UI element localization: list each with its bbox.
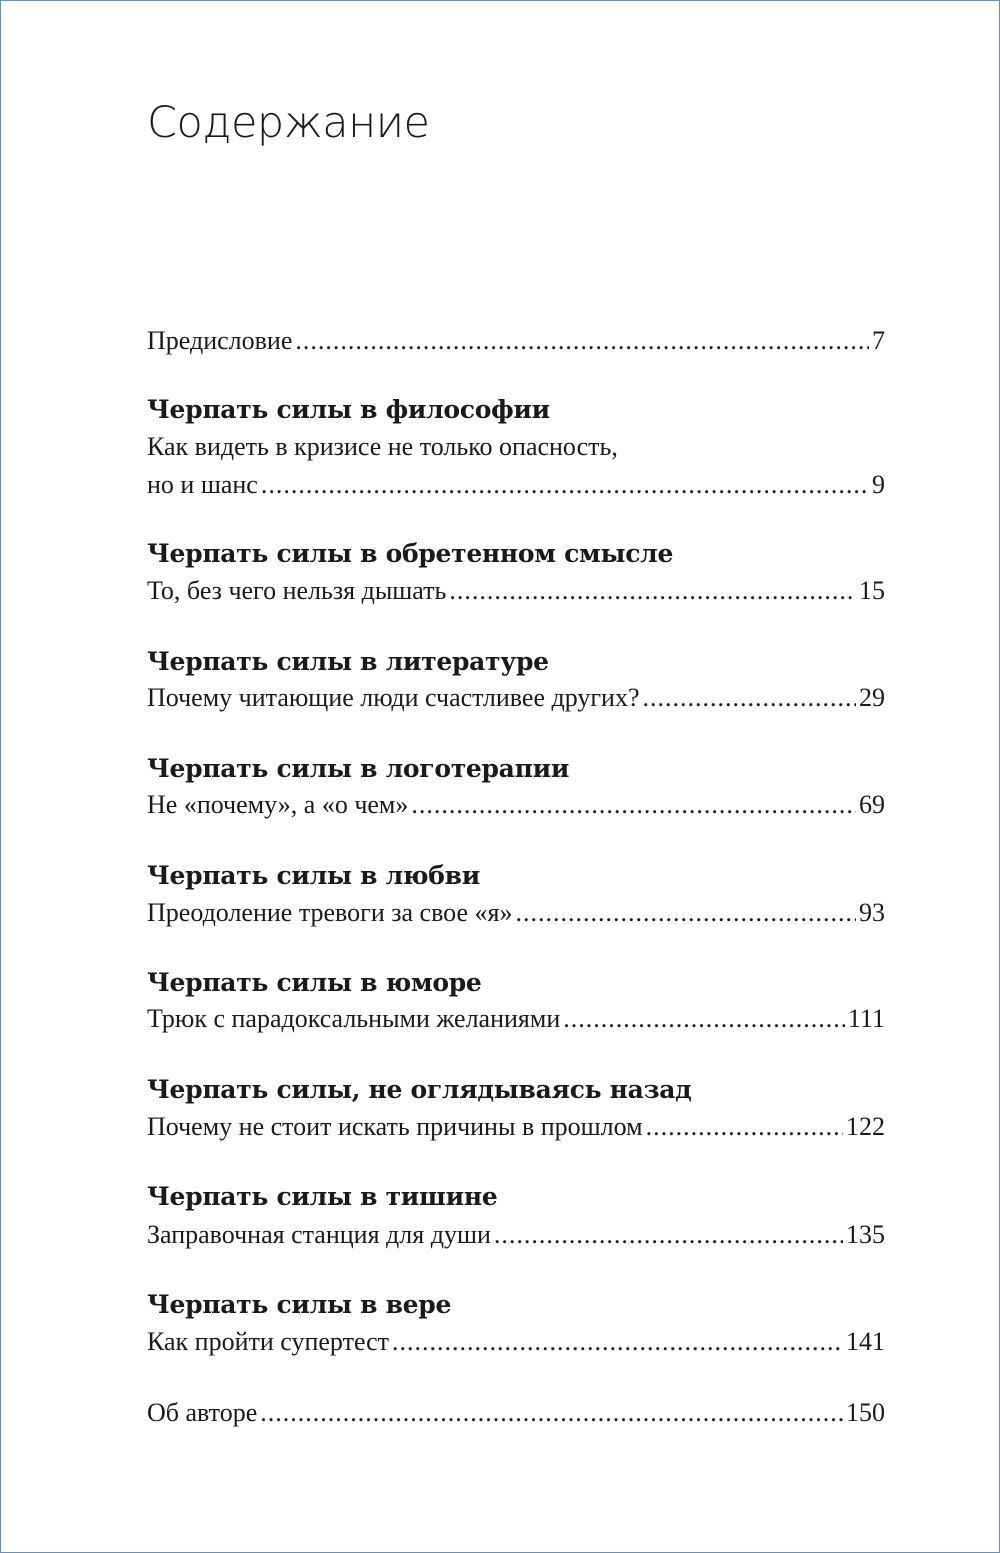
toc-page-number: 9 (872, 470, 885, 499)
toc-page-number: 135 (846, 1220, 885, 1249)
toc-page-number: 141 (846, 1327, 885, 1356)
toc-entry-literature[interactable] (147, 681, 885, 715)
page-title: Содержание (147, 98, 430, 148)
dot-leader (646, 1110, 843, 1144)
chapter-heading[interactable]: Черпать силы в вере (147, 1290, 452, 1319)
toc-page-number: 111 (847, 1004, 885, 1033)
dot-leader (563, 1002, 845, 1036)
dot-leader (516, 896, 857, 930)
toc-entry-title: Предисловие (147, 326, 293, 355)
toc-entry-philosophy[interactable] (147, 468, 885, 502)
toc-entry-faith[interactable] (147, 1325, 885, 1359)
toc-page-number: 15 (859, 576, 885, 605)
chapter-subtitle-line: Как видеть в кризисе не только опасность, (147, 432, 618, 461)
chapter-heading[interactable]: Черпать силы в литературе (147, 647, 549, 676)
dot-leader (494, 1218, 843, 1252)
toc-page-number: 29 (859, 683, 885, 712)
chapter-heading[interactable]: Черпать силы, не оглядываясь назад (147, 1075, 692, 1104)
toc-entry-title: Об авторе (147, 1398, 258, 1427)
toc-page-number: 93 (859, 898, 885, 927)
dot-leader (411, 788, 856, 822)
toc-entry-logotherapy[interactable] (147, 788, 885, 822)
dot-leader (260, 1396, 843, 1430)
toc-entry-title: Почему не стоит искать причины в прошлом (147, 1112, 643, 1141)
toc-entry-title: Как пройти супертест (147, 1327, 390, 1356)
toc-page-number: 122 (846, 1112, 885, 1141)
toc-entry-title: но и шанс (147, 470, 258, 499)
toc-entry-silence[interactable] (147, 1218, 885, 1252)
chapter-heading[interactable]: Черпать силы в обретенном смысле (147, 539, 674, 568)
toc-page-number: 7 (872, 326, 885, 355)
toc-page-number: 150 (846, 1398, 885, 1427)
toc-entry-title: Не «почему», а «о чем» (147, 790, 409, 819)
toc-entry-title: Заправочная станция для души (147, 1220, 491, 1249)
dot-leader (295, 324, 869, 358)
toc-entry-about-author[interactable] (147, 1396, 885, 1430)
dot-leader (261, 468, 869, 502)
chapter-heading[interactable]: Черпать силы в тишине (147, 1182, 498, 1211)
dot-leader (643, 681, 857, 715)
toc-entry-title: Преодоление тревоги за свое «я» (147, 898, 513, 927)
chapter-heading[interactable]: Черпать силы в юморе (147, 968, 482, 997)
toc-entry-preface[interactable] (147, 324, 885, 358)
toc-entry-love[interactable] (147, 896, 885, 930)
toc-entry-not-looking-back[interactable] (147, 1110, 885, 1144)
toc-entry-humor[interactable] (147, 1002, 885, 1036)
dot-leader (392, 1325, 843, 1359)
chapter-heading[interactable]: Черпать силы в логотерапии (147, 754, 570, 783)
chapter-heading[interactable]: Черпать силы в философии (147, 395, 550, 424)
toc-entry-title: Почему читающие люди счастливее других? (147, 683, 640, 712)
toc-page-number: 69 (859, 790, 885, 819)
toc-entry-title: Трюк с парадоксальными желаниями (147, 1004, 561, 1033)
dot-leader (449, 574, 856, 608)
toc-entry-title: То, без чего нельзя дышать (147, 576, 447, 605)
toc-entry-meaning[interactable] (147, 574, 885, 608)
chapter-heading[interactable]: Черпать силы в любви (147, 861, 480, 890)
